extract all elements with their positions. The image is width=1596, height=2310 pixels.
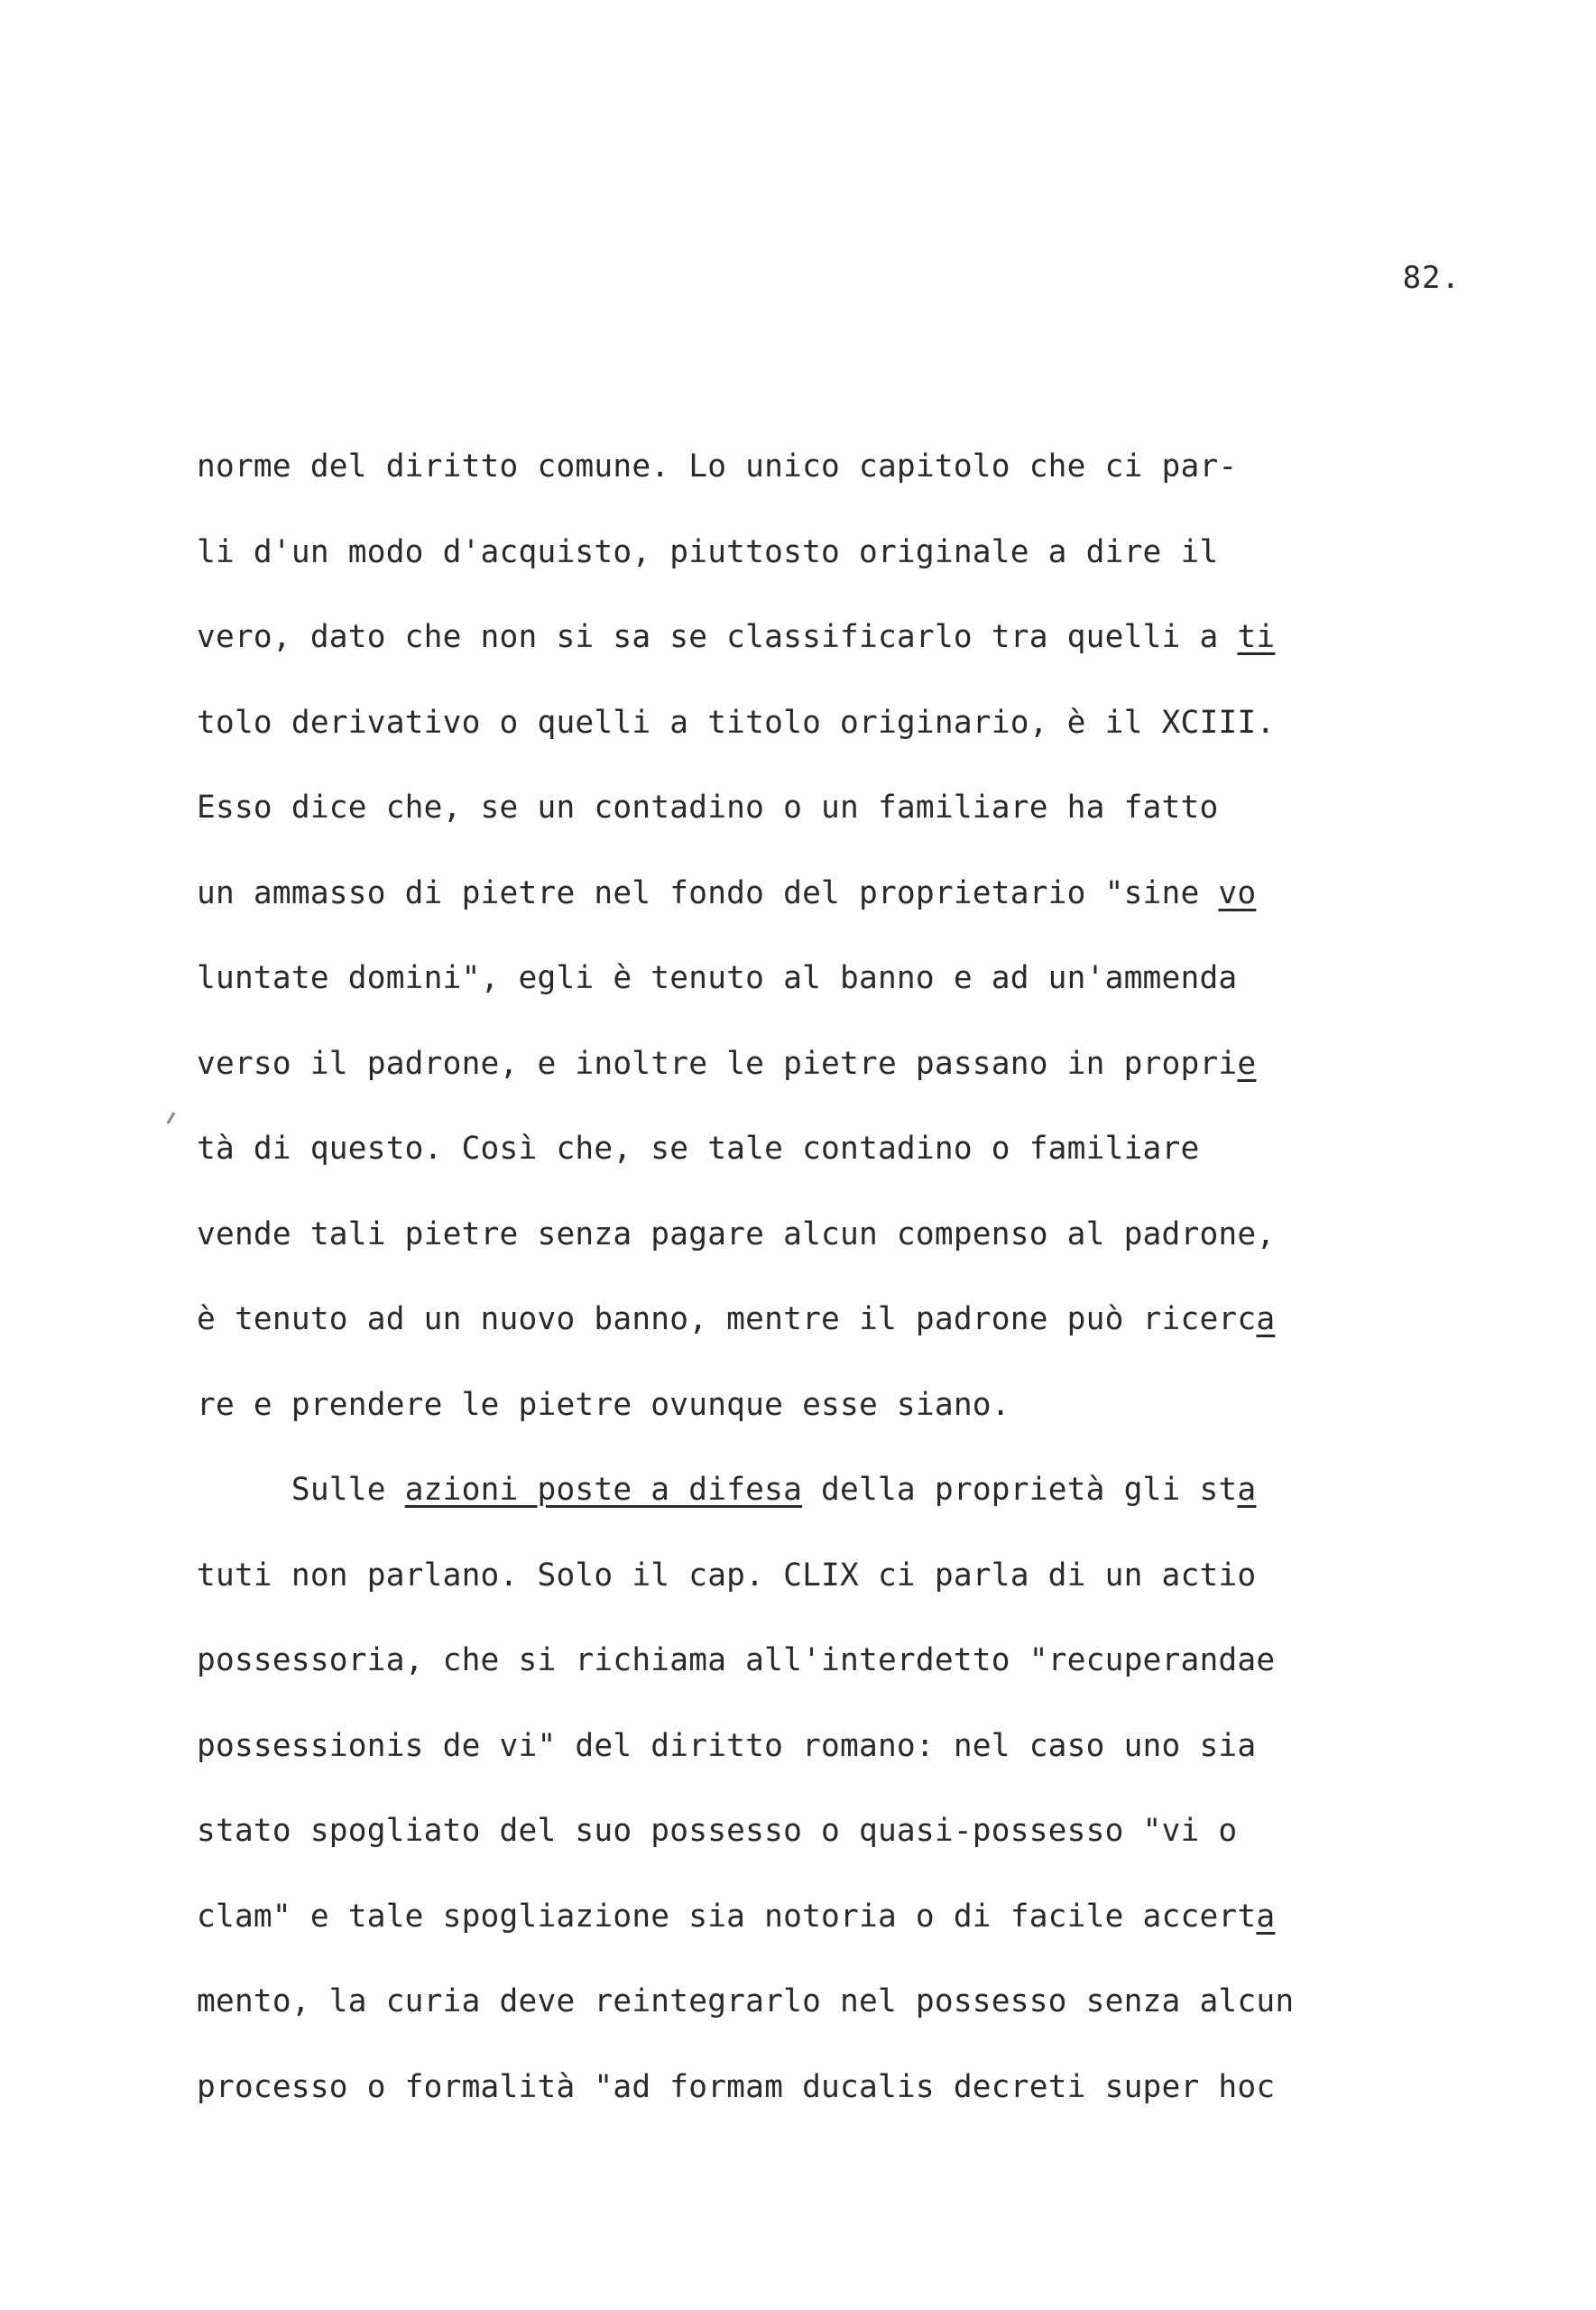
text-line: tolo derivativo o quelli a titolo originario, è il XCIII. xyxy=(197,704,1276,741)
text-line: verso il padrone, e inoltre le pietre passano in proprie xyxy=(197,1045,1257,1082)
text-line: luntate domini", egli è tenuto al banno e ad un'ammenda xyxy=(197,960,1238,996)
text-line: clam" e tale spogliazione sia notoria o di facile accerta xyxy=(197,1898,1276,1935)
text-line: un ammasso di pietre nel fondo del proprietario "sine vo xyxy=(197,874,1257,911)
text-line: vero, dato che non si sa se classificarlo tra quelli a ti xyxy=(197,619,1276,655)
text-line: è tenuto ad un nuovo banno, mentre il padrone può ricerca xyxy=(197,1301,1276,1337)
text-line: tuti non parlano. Solo il cap. CLIX ci parla di un actio xyxy=(197,1557,1257,1594)
text-line: vende tali pietre senza pagare alcun compenso al padrone, xyxy=(197,1215,1276,1252)
text-line: mento, la curia deve reintegrarlo nel possesso senza alcun xyxy=(197,1983,1295,2019)
text-line: possessionis de vi" del diritto romano: nel caso uno sia xyxy=(197,1727,1257,1764)
text-line: processo o formalità "ad formam ducalis decreti super hoc xyxy=(197,2068,1276,2105)
stray-mark xyxy=(167,1112,176,1124)
body-text xyxy=(197,424,1478,2130)
page-number: 82. xyxy=(1402,260,1461,296)
text-line: Sulle azioni poste a difesa della proprietà gli sta xyxy=(197,1472,1257,1508)
text-line: possessoria, che si richiama all'interdetto "recuperandae xyxy=(197,1642,1276,1678)
text-line: Esso dice che, se un contadino o un familiare ha fatto xyxy=(197,790,1219,826)
text-line: tà di questo. Così che, se tale contadino o familiare xyxy=(197,1131,1200,1167)
text-line: li d'un modo d'acquisto, piuttosto originale a dire il xyxy=(197,533,1219,570)
text-line: re e prendere le pietre ovunque esse siano. xyxy=(197,1386,1010,1423)
text-line: norme del diritto comune. Lo unico capitolo che ci par- xyxy=(197,448,1238,485)
text-line: stato spogliato del suo possesso o quasi-possesso "vi o xyxy=(197,1813,1238,1849)
